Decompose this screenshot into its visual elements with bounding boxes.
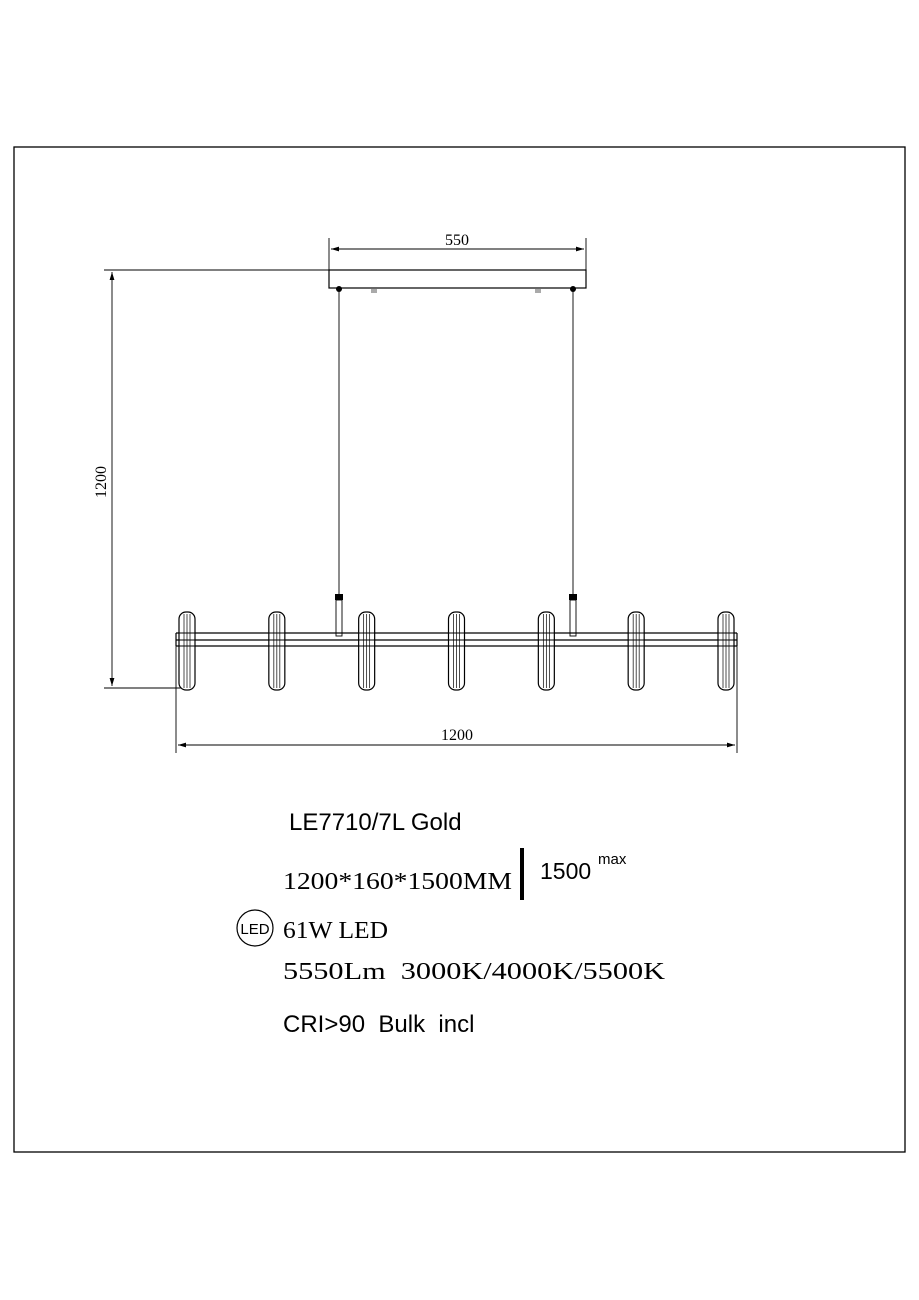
pendant-shade	[538, 612, 554, 690]
lumen-cct-spec: 5550Lm 3000K/4000K/5500K	[283, 959, 666, 985]
canopy	[329, 270, 586, 293]
canopy-width-dimension	[329, 232, 586, 270]
pendant-shades	[179, 612, 734, 690]
pendant-shade	[628, 612, 644, 690]
suspension-wires	[335, 291, 577, 636]
pendant-shade	[359, 612, 375, 690]
power-spec: 61W LED	[283, 918, 388, 944]
total-width-label: 1200	[441, 727, 473, 744]
pendant-shade	[718, 612, 734, 690]
divider-bar	[520, 848, 524, 900]
max-height-value: 1500	[540, 858, 592, 884]
drop-height-dimension	[93, 270, 329, 688]
size-spec: 1200*160*1500MM	[283, 869, 512, 895]
pendant-shade	[449, 612, 465, 690]
canopy-width-label: 550	[445, 232, 469, 249]
led-badge-text: LED	[240, 921, 270, 938]
max-height-superscript: max	[598, 851, 627, 868]
spec-block	[237, 809, 666, 1038]
cri-spec: CRI>90 Bulk incl	[283, 1011, 475, 1038]
pendant-shade	[269, 612, 285, 690]
drop-height-label: 1200	[93, 466, 110, 498]
model-name: LE7710/7L Gold	[289, 809, 462, 836]
pendant-shade	[179, 612, 195, 690]
